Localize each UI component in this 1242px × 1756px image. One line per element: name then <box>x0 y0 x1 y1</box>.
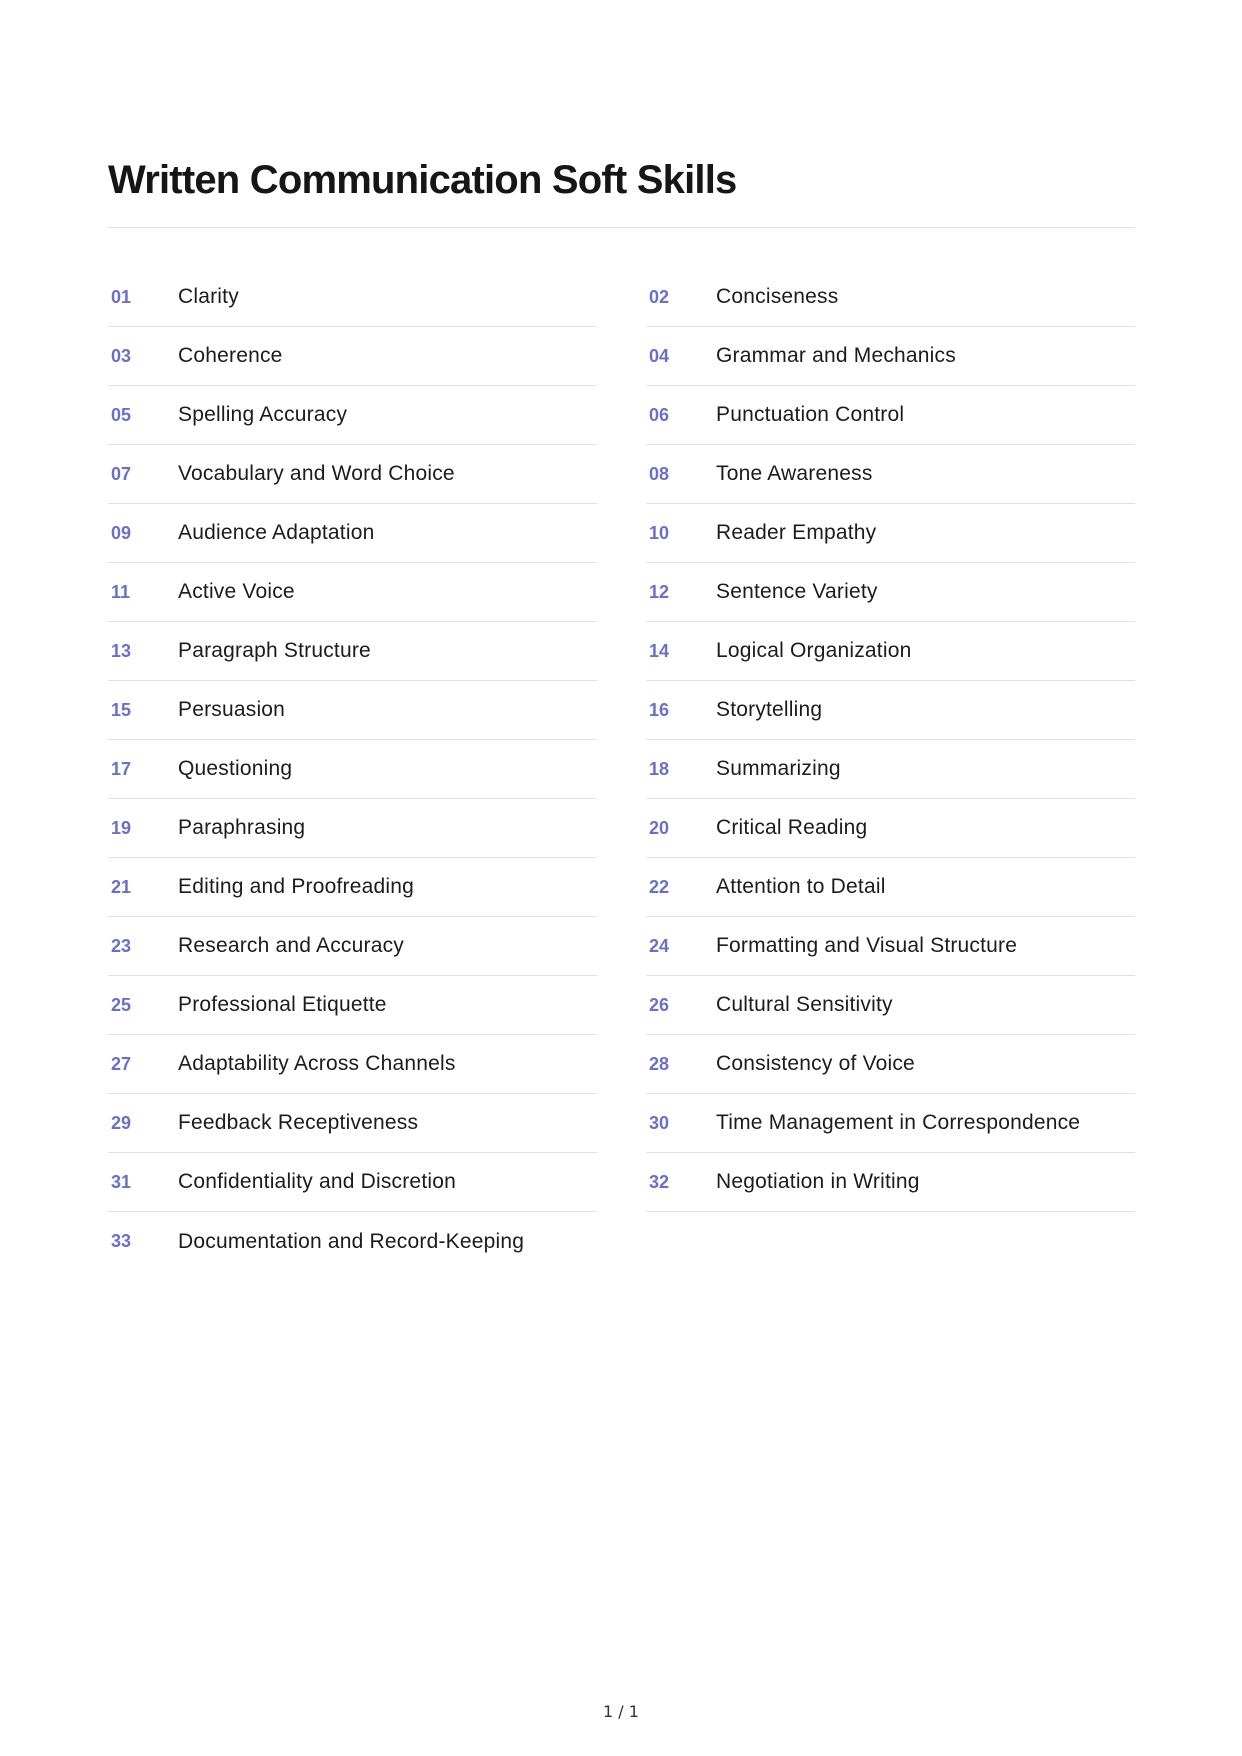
item-number: 18 <box>649 758 670 779</box>
item-label: Paragraph Structure <box>178 639 371 662</box>
list-item <box>646 1035 1135 1094</box>
item-number: 28 <box>649 1053 670 1074</box>
item-label: Reader Empathy <box>716 521 877 544</box>
list-item <box>646 622 1135 681</box>
list-item <box>108 681 597 740</box>
item-label: Coherence <box>178 344 283 367</box>
item-number: 13 <box>111 640 132 661</box>
list-item <box>646 563 1135 622</box>
item-number: 22 <box>649 876 670 897</box>
list-item <box>108 740 597 799</box>
item-number: 11 <box>111 581 131 602</box>
item-label: Persuasion <box>178 698 286 721</box>
item-number: 21 <box>111 876 132 897</box>
list-item <box>646 740 1135 799</box>
skills-list <box>108 268 1135 1271</box>
item-label: Consistency of Voice <box>716 1052 915 1075</box>
list-item <box>108 327 597 386</box>
item-label: Summarizing <box>716 757 841 780</box>
item-label: Critical Reading <box>716 816 868 839</box>
item-number: 15 <box>111 699 132 720</box>
list-item <box>108 1153 597 1212</box>
item-number: 17 <box>111 758 132 779</box>
item-number: 20 <box>649 817 670 838</box>
item-number: 05 <box>111 404 132 425</box>
item-number: 29 <box>111 1112 132 1133</box>
item-label: Active Voice <box>178 580 295 603</box>
list-item <box>108 622 597 681</box>
item-number: 01 <box>111 286 132 307</box>
item-label: Time Management in Correspondence <box>716 1111 1081 1134</box>
item-number: 19 <box>111 817 132 838</box>
item-label: Logical Organization <box>716 639 912 662</box>
item-label: Research and Accuracy <box>178 934 404 957</box>
list-item <box>646 917 1135 976</box>
list-item <box>646 268 1135 327</box>
item-label: Feedback Receptiveness <box>178 1111 419 1134</box>
title-divider <box>108 227 1135 228</box>
item-number: 23 <box>111 935 132 956</box>
item-number: 03 <box>111 345 132 366</box>
list-item <box>108 386 597 445</box>
list-item <box>646 1153 1135 1212</box>
item-number: 26 <box>649 994 670 1015</box>
item-label: Vocabulary and Word Choice <box>178 462 455 485</box>
list-item <box>646 386 1135 445</box>
item-number: 10 <box>649 522 670 543</box>
item-label: Questioning <box>178 757 293 780</box>
item-number: 33 <box>111 1231 132 1251</box>
list-item <box>108 504 597 563</box>
item-label: Spelling Accuracy <box>178 403 348 426</box>
item-label: Negotiation in Writing <box>716 1170 920 1193</box>
item-label: Conciseness <box>716 285 839 308</box>
item-number: 02 <box>649 286 670 307</box>
item-number: 31 <box>111 1171 132 1192</box>
item-number: 24 <box>649 935 670 956</box>
item-label: Clarity <box>178 285 239 308</box>
item-label: Confidentiality and Discretion <box>178 1170 456 1193</box>
list-item <box>646 445 1135 504</box>
list-item <box>646 1094 1135 1153</box>
list-item <box>108 1035 597 1094</box>
item-number: 08 <box>649 463 670 484</box>
list-item <box>108 445 597 504</box>
list-item <box>646 858 1135 917</box>
list-item <box>108 1094 597 1153</box>
item-label: Professional Etiquette <box>178 993 387 1016</box>
item-number: 12 <box>649 581 670 602</box>
list-item <box>108 917 597 976</box>
item-label: Audience Adaptation <box>178 521 375 544</box>
page-indicator: 1 / 1 <box>603 1702 639 1721</box>
list-item <box>108 799 597 858</box>
item-number: 32 <box>649 1171 670 1192</box>
item-number: 16 <box>649 699 670 720</box>
list-item <box>108 976 597 1035</box>
item-label: Sentence Variety <box>716 580 878 603</box>
item-number: 27 <box>111 1053 132 1074</box>
list-item <box>108 268 597 327</box>
item-number: 07 <box>111 463 132 484</box>
item-number: 25 <box>111 994 132 1015</box>
list-item <box>646 327 1135 386</box>
item-label: Formatting and Visual Structure <box>716 934 1018 957</box>
item-label: Paraphrasing <box>178 816 306 839</box>
item-number: 30 <box>649 1112 670 1133</box>
list-item <box>108 858 597 917</box>
list-item <box>646 681 1135 740</box>
item-label: Punctuation Control <box>716 403 905 426</box>
list-item <box>646 976 1135 1035</box>
item-label: Tone Awareness <box>716 462 873 485</box>
list-item <box>646 504 1135 563</box>
item-number: 06 <box>649 404 670 425</box>
item-label: Editing and Proofreading <box>178 875 414 898</box>
list-item <box>108 563 597 622</box>
item-label: Adaptability Across Channels <box>178 1052 456 1075</box>
page-title: Written Communication Soft Skills <box>108 158 737 202</box>
item-label: Attention to Detail <box>716 875 886 898</box>
item-number: 04 <box>649 345 670 366</box>
item-label: Grammar and Mechanics <box>716 344 956 367</box>
item-label: Storytelling <box>716 698 823 721</box>
item-number: 09 <box>111 522 132 543</box>
item-label: Documentation and Record-Keeping <box>178 1229 525 1253</box>
item-number: 14 <box>649 640 670 661</box>
list-item <box>108 1212 597 1271</box>
item-label: Cultural Sensitivity <box>716 993 893 1016</box>
list-item <box>646 799 1135 858</box>
